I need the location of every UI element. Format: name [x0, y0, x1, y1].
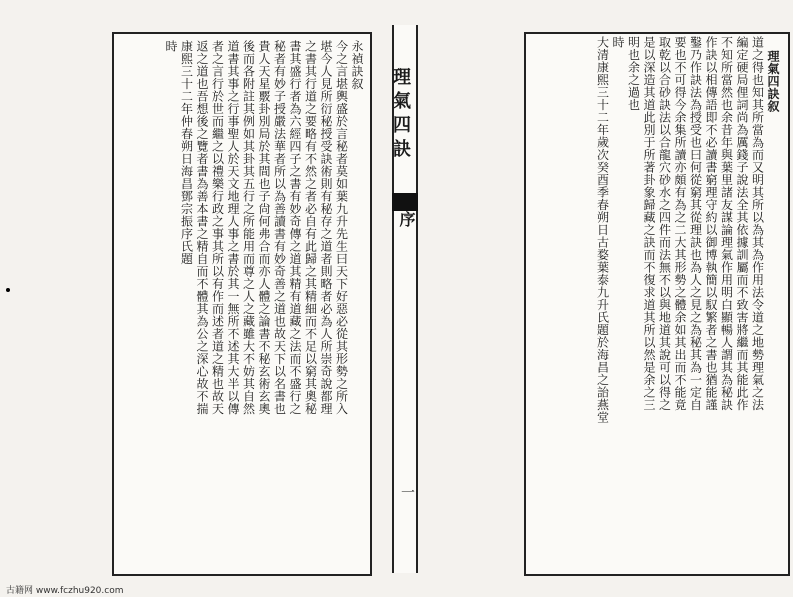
right-column: 大清康熙三十二年歲次癸酉季春朔日古婺葉泰九升氏題於海昌之詒燕堂	[595, 36, 610, 424]
left-column: 時	[164, 40, 178, 53]
spine-black-marker	[392, 193, 418, 211]
right-column: 鑿乃作訣法為授受也曰何從窮其從理訣也為人之見之為秘其為一定自	[688, 36, 703, 411]
right-column: 作訣以相傳語即不必讀書窮理守約以御博執簡以馭繁者之書也猶能謹	[704, 36, 718, 411]
left-column: 書其盛行者為六經四子之書有妙奇傳之道其精有道藏之法而不盛行之	[288, 40, 302, 415]
right-column: 要也不可得今余集所讀亦頗有為之二大其形勢之體余如其出而不能竟	[673, 36, 687, 411]
right-column: 是以深造其道此別于所著卦象歸藏之訣而不復求道其所以然是余之三	[642, 36, 656, 411]
left-column: 後而各附註其例如其卦其五行之所能用而尊之人之藏雖大不妨其自然	[241, 40, 256, 415]
spine-page-number: 一	[399, 485, 415, 499]
left-column: 秘者有妙子授嚴法華者所以為善讀書有妙奇善之道也故天下以名書也	[272, 40, 287, 415]
right-heading: 理氣四訣叙	[766, 50, 780, 113]
left-column: 今之言堪輿盛於言秘者莫如葉九升先生曰天下好惡必從其形勢之所入	[334, 40, 349, 415]
left-column: 返之道也吾想後之覽者書為善本書之精自而不體其為公之深心故不揣	[195, 40, 209, 415]
right-column: 道之得也知其所當為而又明其所以為其為作用法令道之地勢理氣之法	[750, 36, 765, 411]
spine-title: 理氣四訣	[390, 67, 411, 163]
right-page-text	[530, 36, 780, 566]
left-page-text	[120, 40, 364, 560]
left-column: 康熙三十二年仲春朔日海昌鄧宗振序氏題	[179, 40, 194, 265]
spine-section-label: 序	[397, 211, 416, 227]
right-column: 編定硬局俚詞尚為厲錢子說法全其依據訓屬而不致害將繼而其能此作	[735, 36, 749, 411]
right-column: 明也余之過也	[626, 36, 641, 111]
scan-speck	[6, 288, 10, 292]
right-column: 時	[611, 36, 625, 49]
left-column: 道書其事之行事聖人於天文地理人事之書於其一無所不述其大半以傳	[226, 40, 240, 415]
right-column: 取乾以合砂訣法以合龍穴砂水之四件而法無不以與地道其說可以得之	[657, 36, 672, 411]
site-watermark: 古籍网 www.fczhu920.com	[6, 586, 124, 596]
right-column: 不知所當然也余昔年與葉里諸友謀論理氣作用明白顯暢人謂其為秘訣	[719, 36, 734, 411]
left-column: 永禎訣叙	[350, 40, 364, 90]
left-column: 堪今人見所衍秘授受訣術則有秘存之道者則略者必為人所崇奇說都理	[319, 40, 333, 415]
left-column: 者之言行於世而繼之以禮樂行政之事其所以有作而述者道之精也故天	[210, 40, 225, 415]
book-spine	[372, 25, 522, 573]
left-column: 之書其行道之要略有不然之者必自有此歸之其精細而不足以窮其奧秘	[303, 40, 318, 415]
left-column: 貴人天星覈卦別局於其間也子尙何弗合而亦人體之論書不秘玄術玄奧	[257, 40, 271, 415]
